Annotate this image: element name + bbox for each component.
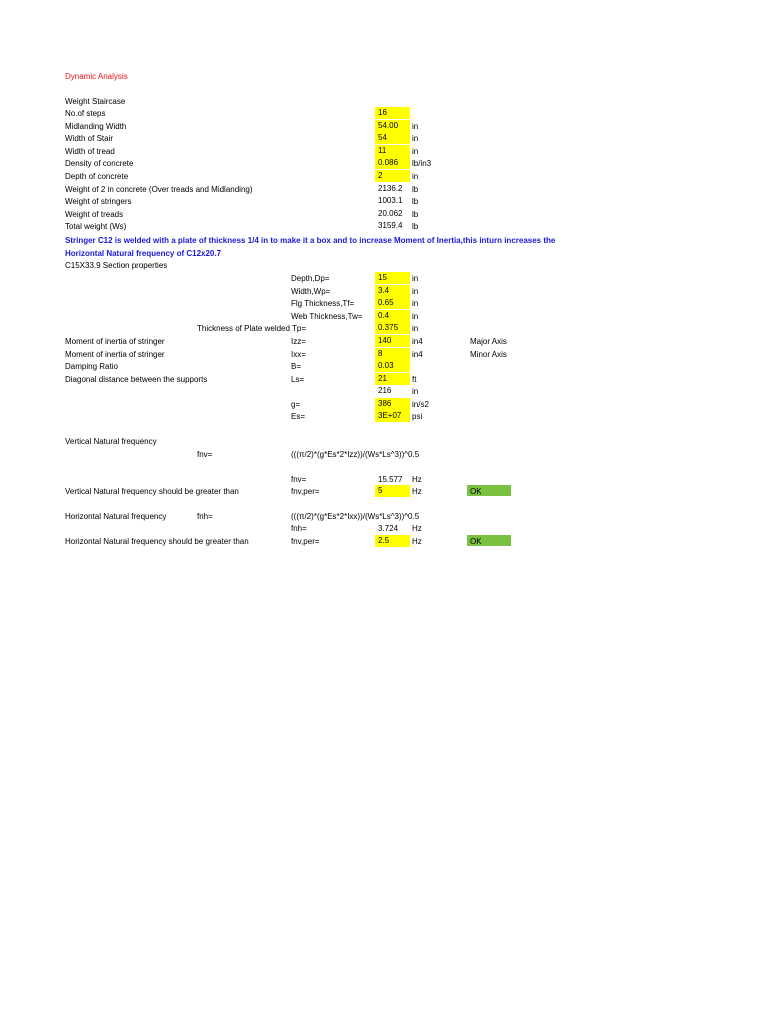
prop-row-value: 216 <box>378 386 392 395</box>
vertical-result-unit: Hz <box>412 475 422 484</box>
weight-row-label: Midlanding Width <box>65 122 127 131</box>
prop-row-value: 3E+07 <box>378 411 402 420</box>
horizontal-result-symbol: fnh= <box>291 524 307 533</box>
prop-row-symbol: B= <box>291 362 302 371</box>
prop-row-label: Moment of inertia of stringer <box>65 350 165 359</box>
section-row-unit: in <box>412 274 419 283</box>
weight-row-unit: in <box>412 147 419 156</box>
horizontal-check-symbol: fnv,per= <box>291 537 320 546</box>
weight-row-unit: lb/in3 <box>412 159 432 168</box>
prop-row-symbol: Ls= <box>291 375 305 384</box>
section-row-value: 0.375 <box>378 323 399 332</box>
weight-row-value: 1003.1 <box>378 196 403 205</box>
weight-row-label: No.of steps <box>65 109 106 118</box>
weight-row-value: 3159.4 <box>378 221 403 230</box>
weight-row-value: 16 <box>378 108 387 117</box>
prop-row-unit: in/s2 <box>412 400 429 409</box>
horizontal-title: Horizontal Natural frequency <box>65 512 167 521</box>
weight-row-value: 0.086 <box>378 158 399 167</box>
vertical-check-unit: Hz <box>412 487 422 496</box>
vertical-title: Vertical Natural frequency <box>65 437 157 446</box>
weight-row-value: 11 <box>378 146 387 155</box>
section-row-unit: in <box>412 312 419 321</box>
horizontal-check-value: 2.5 <box>378 536 390 545</box>
prop-row-unit: ft <box>412 375 417 384</box>
weight-row-unit: in <box>412 172 419 181</box>
prop-row-symbol: Es= <box>291 412 306 421</box>
prop-row-value: 21 <box>378 374 387 383</box>
section-properties-title: C15X33.9 Section properties <box>65 261 168 270</box>
prop-row-label: Moment of inertia of stringer <box>65 337 165 346</box>
page-title: Dynamic Analysis <box>65 72 128 81</box>
prop-row-label: Damping Ratio <box>65 362 118 371</box>
section-row-label: Web Thickness,Tw= <box>291 312 363 321</box>
prop-row-symbol: Izz= <box>291 337 306 346</box>
vertical-result-value: 15.577 <box>378 475 403 484</box>
weight-row-label: Weight of 2 in concrete (Over treads and Midlanding) <box>65 185 253 194</box>
prop-row-symbol: Ixx= <box>291 350 306 359</box>
section-row-label: Thickness of Plate welded Tp= <box>197 324 307 333</box>
weight-row-label: Width of Stair <box>65 134 114 143</box>
vertical-status: OK <box>470 487 482 496</box>
horizontal-result-unit: Hz <box>412 524 422 533</box>
weight-row-unit: lb <box>412 222 419 231</box>
vertical-check-symbol: fnv,per= <box>291 487 320 496</box>
prop-row-unit: psi <box>412 412 423 421</box>
section-row-value: 0.65 <box>378 298 394 307</box>
section-row-label: Width,Wp= <box>291 287 331 296</box>
weight-row-unit: lb <box>412 185 419 194</box>
prop-row-unit: in <box>412 387 419 396</box>
vertical-result-symbol: fnv= <box>291 475 307 484</box>
vertical-check-value: 5 <box>378 486 383 495</box>
vertical-formula: (((π/2)*(g*Es*2*Izz))/(Ws*Ls^3))^0.5 <box>291 450 420 459</box>
prop-row-value: 8 <box>378 349 383 358</box>
horizontal-check-unit: Hz <box>412 537 422 546</box>
prop-row-symbol: g= <box>291 400 301 409</box>
section-row-value: 0.4 <box>378 311 390 320</box>
section-row-value: 3.4 <box>378 286 390 295</box>
weight-row-value: 20.062 <box>378 209 403 218</box>
horizontal-symbol: fnh= <box>197 512 213 521</box>
prop-row-note: Major Axis <box>470 337 507 346</box>
weight-row-value: 54 <box>378 133 387 142</box>
weight-row-label: Width of tread <box>65 147 115 156</box>
horizontal-formula: (((π/2)*(g*Es*2*Ixx))/(Ws*Ls^3))^0.5 <box>291 512 420 521</box>
weight-row-value: 54.00 <box>378 121 399 130</box>
weight-row-value: 2136.2 <box>378 184 403 193</box>
weight-row-unit: lb <box>412 210 419 219</box>
prop-row-label: Diagonal distance between the supports <box>65 375 208 384</box>
weight-row-label: Weight of treads <box>65 210 124 219</box>
section-row-value: 15 <box>378 273 387 282</box>
weight-row-unit: in <box>412 134 419 143</box>
section-row-unit: in <box>412 299 419 308</box>
weight-row-label: Weight of stringers <box>65 197 132 206</box>
vertical-check-label: Vertical Natural frequency should be greater than <box>65 487 239 496</box>
weight-row-value: 2 <box>378 171 383 180</box>
weight-row-label: Depth of concrete <box>65 172 129 181</box>
section-row-label: Flg Thickness,Tf= <box>291 299 355 308</box>
horizontal-result-value: 3.724 <box>378 524 399 533</box>
prop-row-unit: in4 <box>412 337 423 346</box>
section-row-unit: in <box>412 287 419 296</box>
prop-row-value: 0.03 <box>378 361 394 370</box>
section-row-unit: in <box>412 324 419 333</box>
vertical-symbol: fnv= <box>197 450 213 459</box>
weight-row-unit: lb <box>412 197 419 206</box>
prop-row-note: Minor Axis <box>470 350 507 359</box>
weight-row-label: Density of concrete <box>65 159 134 168</box>
prop-row-value: 140 <box>378 336 392 345</box>
horizontal-check-label: Horizontal Natural frequency should be greater than <box>65 537 249 546</box>
weight-row-label: Total weight (Ws) <box>65 222 127 231</box>
weight-row-unit: in <box>412 122 419 131</box>
horizontal-status: OK <box>470 537 482 546</box>
section-row-label: Depth,Dp= <box>291 274 330 283</box>
prop-row-unit: in4 <box>412 350 423 359</box>
prop-row-value: 386 <box>378 399 392 408</box>
weight-section-title: Weight Staircase <box>65 97 126 106</box>
note-line-2: Horizontal Natural frequency of C12x20.7 <box>65 249 222 258</box>
note-line-1: Stringer C12 is welded with a plate of thickness 1/4 in to make it a box and to increase Moment of Inertia,this inturn increases the <box>65 236 556 245</box>
